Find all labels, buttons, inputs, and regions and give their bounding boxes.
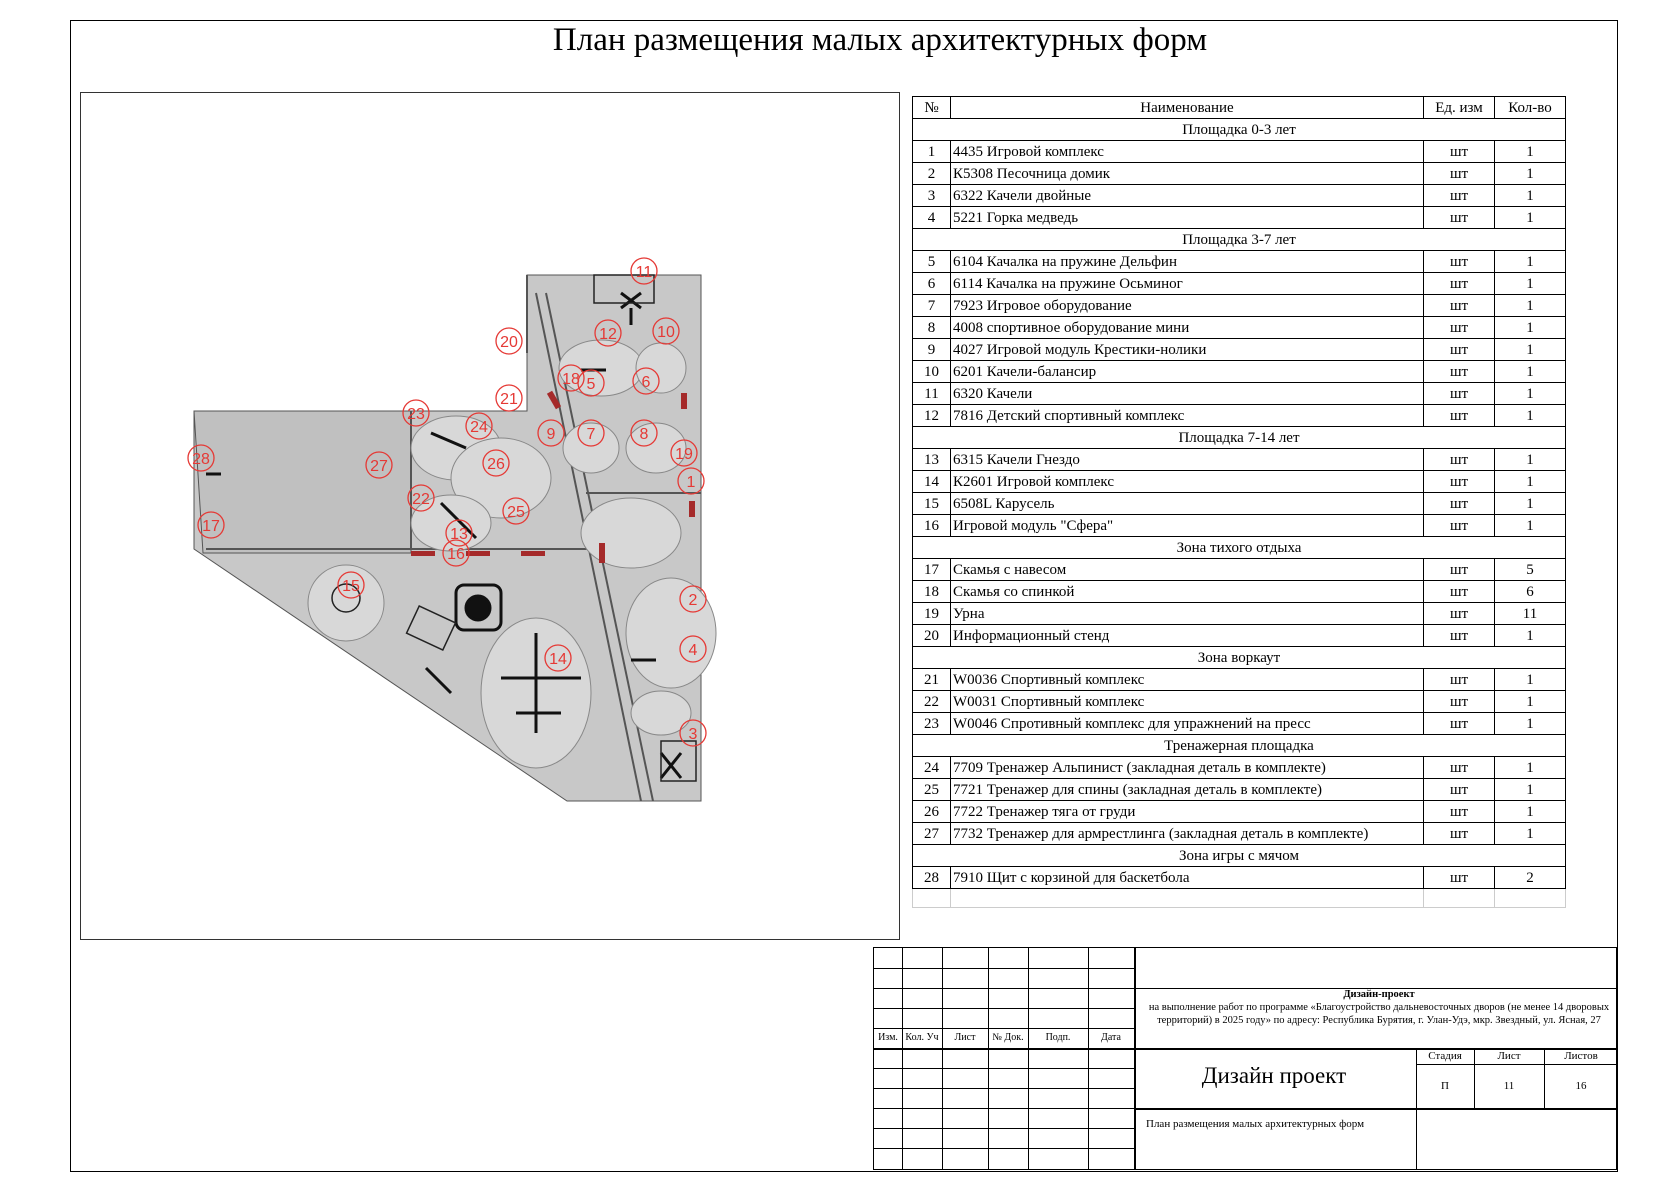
sheet-value: 11 bbox=[1503, 1080, 1515, 1092]
plan-marker-label: 7 bbox=[586, 426, 596, 443]
spec-cell-name: 6322 Качели двойные bbox=[951, 185, 1424, 207]
spec-cell-number: 14 bbox=[913, 471, 951, 493]
spec-cell-number: 3 bbox=[913, 185, 951, 207]
spec-cell-unit: шт bbox=[1424, 867, 1495, 889]
spec-cell-qty: 1 bbox=[1495, 801, 1566, 823]
spec-cell-unit: шт bbox=[1424, 669, 1495, 691]
spec-cell-unit: шт bbox=[1424, 163, 1495, 185]
plan-marker-label: 24 bbox=[470, 419, 488, 436]
spec-cell-number: 11 bbox=[913, 383, 951, 405]
spec-cell-name: W0036 Спортивный комплекс bbox=[951, 669, 1424, 691]
plan-marker-label: 5 bbox=[586, 376, 596, 393]
plan-marker-label: 23 bbox=[407, 406, 425, 423]
spec-cell-qty: 1 bbox=[1495, 383, 1566, 405]
spec-section-title: Площадка 7-14 лет bbox=[913, 427, 1566, 449]
spec-cell-qty: 1 bbox=[1495, 493, 1566, 515]
spec-section-title: Тренажерная площадка bbox=[913, 735, 1566, 757]
spec-cell-number: 28 bbox=[913, 867, 951, 889]
spec-cell-qty: 1 bbox=[1495, 405, 1566, 427]
spec-section-row bbox=[913, 537, 1566, 559]
spec-cell-qty: 1 bbox=[1495, 273, 1566, 295]
plan-marker-label: 26 bbox=[487, 456, 505, 473]
spec-cell-qty: 1 bbox=[1495, 625, 1566, 647]
project-type: Дизайн проект bbox=[1201, 1063, 1347, 1088]
spec-row bbox=[913, 449, 1566, 471]
description-title: Дизайн-проект bbox=[1343, 989, 1415, 1000]
spec-cell-unit: шт bbox=[1424, 603, 1495, 625]
stamp-col-list: Лист bbox=[954, 1032, 976, 1043]
plan-marker-label: 19 bbox=[675, 446, 693, 463]
spec-cell-qty: 1 bbox=[1495, 295, 1566, 317]
spec-cell-number: 6 bbox=[913, 273, 951, 295]
spec-cell-unit: шт bbox=[1424, 185, 1495, 207]
spec-section-row bbox=[913, 647, 1566, 669]
spec-cell-qty: 2 bbox=[1495, 867, 1566, 889]
spec-row bbox=[913, 867, 1566, 889]
spec-cell-unit: шт bbox=[1424, 823, 1495, 845]
spec-cell-unit: шт bbox=[1424, 801, 1495, 823]
spec-cell-unit: шт bbox=[1424, 273, 1495, 295]
plan-marker-label: 10 bbox=[657, 324, 675, 341]
spec-blank-cell bbox=[951, 889, 1424, 908]
plan-marker-label: 11 bbox=[635, 264, 653, 281]
spec-row bbox=[913, 383, 1566, 405]
spec-row bbox=[913, 163, 1566, 185]
spec-cell-name: 6315 Качели Гнездо bbox=[951, 449, 1424, 471]
project-description bbox=[1144, 988, 1614, 1027]
plan-court bbox=[194, 411, 411, 553]
spec-cell-number: 2 bbox=[913, 163, 951, 185]
spec-cell-qty: 1 bbox=[1495, 361, 1566, 383]
plan-marker-label: 21 bbox=[500, 391, 518, 408]
spec-cell-name: 7721 Тренажер для спины (закладная деталь в комплекте) bbox=[951, 779, 1424, 801]
spec-cell-number: 17 bbox=[913, 559, 951, 581]
spec-row bbox=[913, 273, 1566, 295]
stage-label: Стадия bbox=[1428, 1050, 1462, 1062]
spec-row bbox=[913, 361, 1566, 383]
spec-cell-name: Скамья со спинкой bbox=[951, 581, 1424, 603]
site-plan bbox=[80, 92, 900, 940]
spec-cell-name: Урна bbox=[951, 603, 1424, 625]
spec-cell-unit: шт bbox=[1424, 317, 1495, 339]
spec-cell-name: 4435 Игровой комплекс bbox=[951, 141, 1424, 163]
spec-row bbox=[913, 779, 1566, 801]
spec-cell-name: 7910 Щит с корзиной для баскетбола bbox=[951, 867, 1424, 889]
spec-section-title: Площадка 0-3 лет bbox=[913, 119, 1566, 141]
spec-row bbox=[913, 603, 1566, 625]
col-number: № bbox=[913, 97, 951, 119]
plan-marker-label: 4 bbox=[688, 642, 698, 659]
sheets-value: 16 bbox=[1575, 1080, 1587, 1092]
spec-row bbox=[913, 471, 1566, 493]
spec-cell-qty: 11 bbox=[1495, 603, 1566, 625]
spec-cell-name: Скамья с навесом bbox=[951, 559, 1424, 581]
spec-cell-name: Информационный стенд bbox=[951, 625, 1424, 647]
plan-marker-label: 22 bbox=[412, 491, 430, 508]
spec-cell-name: 4008 спортивное оборудование мини bbox=[951, 317, 1424, 339]
spec-cell-name: 6508L Карусель bbox=[951, 493, 1424, 515]
spec-cell-number: 21 bbox=[913, 669, 951, 691]
spec-cell-unit: шт bbox=[1424, 141, 1495, 163]
spec-row bbox=[913, 691, 1566, 713]
spec-cell-name: W0031 Спортивный комплекс bbox=[951, 691, 1424, 713]
spec-blank-cell bbox=[1495, 889, 1566, 908]
spec-cell-unit: шт bbox=[1424, 515, 1495, 537]
plan-marker-label: 16 bbox=[447, 546, 465, 563]
spec-section-row bbox=[913, 735, 1566, 757]
spec-cell-name: 7732 Тренажер для армрестлинга (закладная деталь в комплекте) bbox=[951, 823, 1424, 845]
spec-row bbox=[913, 207, 1566, 229]
spec-cell-unit: шт bbox=[1424, 339, 1495, 361]
plan-marker-label: 15 bbox=[342, 578, 360, 595]
spec-cell-unit: шт bbox=[1424, 625, 1495, 647]
spec-cell-qty: 1 bbox=[1495, 691, 1566, 713]
spec-cell-name: 7722 Тренажер тяга от груди bbox=[951, 801, 1424, 823]
spec-row bbox=[913, 339, 1566, 361]
spec-cell-number: 12 bbox=[913, 405, 951, 427]
spec-row bbox=[913, 757, 1566, 779]
site-plan-drawing bbox=[81, 93, 901, 941]
spec-row bbox=[913, 801, 1566, 823]
spec-cell-name: W0046 Спротивный комплекс для упражнений на пресс bbox=[951, 713, 1424, 735]
spec-section-row bbox=[913, 427, 1566, 449]
plan-marker-label: 1 bbox=[686, 474, 696, 491]
spec-cell-name: К2601 Игровой комплекс bbox=[951, 471, 1424, 493]
stamp-col-sign: Подп. bbox=[1045, 1032, 1071, 1043]
spec-cell-number: 25 bbox=[913, 779, 951, 801]
spec-cell-unit: шт bbox=[1424, 713, 1495, 735]
spec-row bbox=[913, 295, 1566, 317]
spec-cell-qty: 1 bbox=[1495, 449, 1566, 471]
spec-section-row bbox=[913, 229, 1566, 251]
spec-row bbox=[913, 669, 1566, 691]
spec-cell-number: 18 bbox=[913, 581, 951, 603]
page-title: План размещения малых архитектурных форм bbox=[552, 22, 1208, 58]
stage-value: П bbox=[1441, 1080, 1449, 1092]
spec-cell-number: 10 bbox=[913, 361, 951, 383]
sheets-label: Листов bbox=[1564, 1050, 1598, 1062]
spec-row bbox=[913, 713, 1566, 735]
stamp-col-kol: Кол. Уч bbox=[905, 1032, 939, 1043]
spec-cell-name: 5221 Горка медведь bbox=[951, 207, 1424, 229]
spec-section-title: Зона игры с мячом bbox=[913, 845, 1566, 867]
plan-marker-label: 12 bbox=[599, 326, 617, 343]
spec-row bbox=[913, 823, 1566, 845]
plan-marker-label: 3 bbox=[688, 726, 698, 743]
spec-cell-unit: шт bbox=[1424, 251, 1495, 273]
spec-cell-number: 24 bbox=[913, 757, 951, 779]
plan-marker-label: 13 bbox=[450, 526, 468, 543]
spec-section-title: Зона воркаут bbox=[913, 647, 1566, 669]
spec-cell-name: 7923 Игровое оборудование bbox=[951, 295, 1424, 317]
stamp-col-doc: № Док. bbox=[992, 1032, 1024, 1043]
spec-cell-number: 8 bbox=[913, 317, 951, 339]
spec-cell-number: 9 bbox=[913, 339, 951, 361]
plan-marker-label: 17 bbox=[202, 518, 220, 535]
spec-cell-name: 4027 Игровой модуль Крестики-нолики bbox=[951, 339, 1424, 361]
spec-row bbox=[913, 405, 1566, 427]
spec-cell-number: 23 bbox=[913, 713, 951, 735]
spec-cell-name: 7709 Тренажер Альпинист (закладная деталь в комплекте) bbox=[951, 757, 1424, 779]
sheet-label: Лист bbox=[1497, 1050, 1521, 1062]
spec-cell-unit: шт bbox=[1424, 757, 1495, 779]
spec-row bbox=[913, 185, 1566, 207]
plan-marker-label: 27 bbox=[370, 458, 388, 475]
plan-marker-label: 25 bbox=[507, 504, 525, 521]
plan-marker-label: 8 bbox=[639, 426, 649, 443]
spec-cell-name: Игровой модуль "Сфера" bbox=[951, 515, 1424, 537]
plan-marker-label: 18 bbox=[562, 371, 580, 388]
spec-cell-name: 6320 Качели bbox=[951, 383, 1424, 405]
spec-cell-unit: шт bbox=[1424, 405, 1495, 427]
spec-cell-qty: 1 bbox=[1495, 163, 1566, 185]
spec-cell-name: 6104 Качалка на пружине Дельфин bbox=[951, 251, 1424, 273]
spec-row bbox=[913, 515, 1566, 537]
spec-cell-unit: шт bbox=[1424, 471, 1495, 493]
spec-cell-number: 13 bbox=[913, 449, 951, 471]
col-qty: Кол-во bbox=[1495, 97, 1566, 119]
spec-cell-qty: 1 bbox=[1495, 669, 1566, 691]
spec-header-row bbox=[913, 97, 1566, 119]
spec-row bbox=[913, 493, 1566, 515]
spec-cell-qty: 1 bbox=[1495, 251, 1566, 273]
spec-cell-number: 27 bbox=[913, 823, 951, 845]
spec-cell-name: 7816 Детский спортивный комплекс bbox=[951, 405, 1424, 427]
spec-cell-number: 15 bbox=[913, 493, 951, 515]
spec-cell-qty: 1 bbox=[1495, 141, 1566, 163]
spec-row bbox=[913, 625, 1566, 647]
spec-cell-qty: 1 bbox=[1495, 185, 1566, 207]
spec-cell-name: 6201 Качели-балансир bbox=[951, 361, 1424, 383]
spec-cell-number: 5 bbox=[913, 251, 951, 273]
spec-row bbox=[913, 559, 1566, 581]
spec-blank-cell bbox=[1424, 889, 1495, 908]
spec-cell-unit: шт bbox=[1424, 559, 1495, 581]
plan-marker-label: 9 bbox=[546, 426, 556, 443]
col-unit: Ед. изм bbox=[1424, 97, 1495, 119]
spec-blank-row bbox=[913, 889, 1566, 908]
plan-marker-label: 6 bbox=[641, 374, 651, 391]
spec-cell-unit: шт bbox=[1424, 295, 1495, 317]
spec-cell-unit: шт bbox=[1424, 779, 1495, 801]
spec-cell-qty: 1 bbox=[1495, 471, 1566, 493]
spec-cell-qty: 1 bbox=[1495, 515, 1566, 537]
stamp-col-izm: Изм. bbox=[878, 1032, 898, 1043]
spec-cell-number: 1 bbox=[913, 141, 951, 163]
sheet-name: План размещения малых архитектурных форм bbox=[1146, 1118, 1365, 1130]
spec-row bbox=[913, 141, 1566, 163]
spec-cell-number: 26 bbox=[913, 801, 951, 823]
spec-cell-qty: 1 bbox=[1495, 713, 1566, 735]
plan-marker-label: 2 bbox=[688, 592, 698, 609]
spec-cell-unit: шт bbox=[1424, 493, 1495, 515]
spec-row bbox=[913, 581, 1566, 603]
spec-section-title: Зона тихого отдыха bbox=[913, 537, 1566, 559]
plan-marker-label: 14 bbox=[549, 651, 567, 668]
spec-row bbox=[913, 251, 1566, 273]
spec-cell-number: 20 bbox=[913, 625, 951, 647]
spec-cell-qty: 1 bbox=[1495, 317, 1566, 339]
specification-table bbox=[912, 96, 1566, 908]
plan-marker-label: 28 bbox=[192, 451, 210, 468]
spec-section-row bbox=[913, 119, 1566, 141]
spec-cell-unit: шт bbox=[1424, 207, 1495, 229]
plan-marker-label: 20 bbox=[500, 334, 518, 351]
spec-cell-qty: 1 bbox=[1495, 757, 1566, 779]
spec-cell-number: 4 bbox=[913, 207, 951, 229]
spec-cell-unit: шт bbox=[1424, 691, 1495, 713]
spec-row bbox=[913, 317, 1566, 339]
spec-section-row bbox=[913, 845, 1566, 867]
spec-cell-number: 19 bbox=[913, 603, 951, 625]
spec-cell-qty: 1 bbox=[1495, 339, 1566, 361]
spec-section-title: Площадка 3-7 лет bbox=[913, 229, 1566, 251]
spec-cell-number: 16 bbox=[913, 515, 951, 537]
spec-cell-unit: шт bbox=[1424, 581, 1495, 603]
col-name: Наименование bbox=[951, 97, 1424, 119]
spec-cell-name: К5308 Песочница домик bbox=[951, 163, 1424, 185]
spec-cell-qty: 5 bbox=[1495, 559, 1566, 581]
spec-cell-qty: 6 bbox=[1495, 581, 1566, 603]
spec-cell-qty: 1 bbox=[1495, 779, 1566, 801]
stamp-col-date: Дата bbox=[1101, 1032, 1121, 1043]
spec-cell-number: 22 bbox=[913, 691, 951, 713]
spec-cell-unit: шт bbox=[1424, 449, 1495, 471]
spec-cell-unit: шт bbox=[1424, 361, 1495, 383]
spec-cell-qty: 1 bbox=[1495, 823, 1566, 845]
title-block bbox=[873, 947, 1617, 1170]
description-text: на выполнение работ по программе «Благоустройство дальневосточных дворов (не менее 14 дворовых территорий) в 2025 году» по адресу: Республика Бурятия, г. Улан-Удэ, мкр. Звездный, ул. Ясная, 27 bbox=[1148, 1002, 1610, 1026]
spec-cell-number: 7 bbox=[913, 295, 951, 317]
spec-cell-name: 6114 Качалка на пружине Осьминог bbox=[951, 273, 1424, 295]
spec-cell-unit: шт bbox=[1424, 383, 1495, 405]
spec-cell-qty: 1 bbox=[1495, 207, 1566, 229]
spec-blank-cell bbox=[913, 889, 951, 908]
